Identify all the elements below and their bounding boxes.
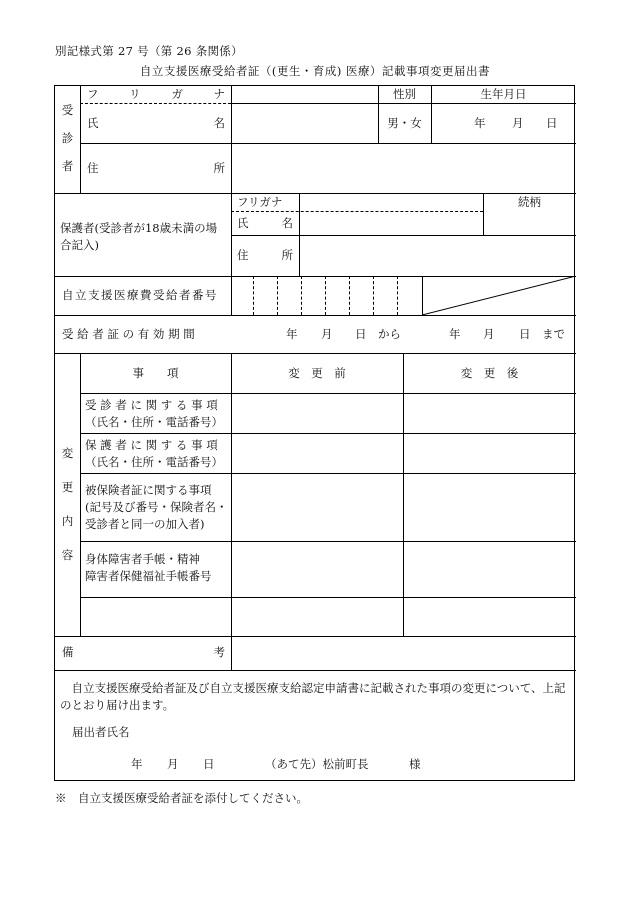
change-row-handbook: 身体障害者手帳・精神 障害者保健福祉手帳番号 <box>85 552 212 583</box>
submit-month-label: 月 <box>167 757 179 771</box>
change-row-guardian: 保 護 者 に 関 す る 事 項 （氏名・住所・電話番号） <box>85 438 223 469</box>
validity-from-month: 月 <box>321 327 333 341</box>
line <box>55 670 576 671</box>
birth-year-label: 年 <box>474 116 486 130</box>
validity-from-day: 日 <box>355 327 367 341</box>
recipient-number-field[interactable] <box>232 277 421 314</box>
birth-day-label: 日 <box>546 116 558 130</box>
patient-name-field[interactable] <box>232 104 377 142</box>
changes-section-label: 変 更 内 容 <box>61 446 74 562</box>
guardian-relation-label: 続柄 <box>518 195 541 209</box>
declaration-text: 自立支援医療受給者証及び自立支援医療支給認定申請書に記載された事項の変更について、上記のとおり届け出ます。 <box>60 681 566 712</box>
footnote: ※ 自立支援医療受給者証を添付してください。 <box>55 791 308 805</box>
line <box>80 86 81 193</box>
guardian-name-label: 氏 名 <box>237 216 293 230</box>
line <box>80 353 81 636</box>
validity-to-year: 年 <box>449 327 461 341</box>
diagonal-strike <box>422 276 576 315</box>
submitter-label: 届出者氏名 <box>72 725 130 739</box>
validity-from-year: 年 <box>286 327 298 341</box>
line <box>55 315 576 316</box>
gender-options[interactable]: 男・女 <box>387 116 422 130</box>
birth-date-header: 生年月日 <box>480 87 527 101</box>
addressee: （あて先）松前町長 <box>265 757 369 771</box>
remarks-field[interactable] <box>232 637 575 669</box>
remarks-label: 備 考 <box>62 645 225 659</box>
col-before-header: 変 更 前 <box>288 366 346 380</box>
patient-address-label: 住 所 <box>87 161 225 175</box>
validity-label: 受 給 者 証 の 有 効 期 間 <box>62 327 195 341</box>
guardian-label: 保護者(受診者が18歳未満の場合記入) <box>60 221 218 252</box>
validity-to-month: 月 <box>483 327 495 341</box>
guardian-name-field[interactable] <box>300 213 482 234</box>
guardian-furigana-label: フリガナ <box>237 195 283 209</box>
patient-section-label: 受 診 者 <box>61 103 74 173</box>
line <box>80 103 231 104</box>
guardian-address-label: 住 所 <box>237 248 293 262</box>
validity-from-suffix: から <box>378 327 401 341</box>
submit-year-label: 年 <box>131 757 143 771</box>
validity-to-suffix: まで <box>542 327 565 341</box>
change-after-field[interactable] <box>404 394 575 635</box>
form-reference: 別記様式第 27 号（第 26 条関係） <box>55 44 243 58</box>
col-item-header: 事 項 <box>132 366 179 380</box>
guardian-relation-field[interactable] <box>484 213 575 234</box>
honorific: 様 <box>409 757 421 771</box>
line <box>231 211 483 212</box>
guardian-address-field[interactable] <box>300 236 575 275</box>
validity-to-day: 日 <box>519 327 531 341</box>
patient-name-label: 氏 名 <box>87 116 225 130</box>
change-before-field[interactable] <box>232 394 402 635</box>
gender-header: 性別 <box>393 87 416 101</box>
line <box>55 353 576 354</box>
recipient-number-label: 自立支援医療費受給者番号 <box>62 288 218 302</box>
form-title: 自立支援医療受給者証（(更生・育成) 医療）記載事項変更届出書 <box>139 64 491 78</box>
birth-month-label: 月 <box>512 116 524 130</box>
form-sheet <box>54 85 575 781</box>
patient-address-field[interactable] <box>232 144 575 192</box>
submit-day-label: 日 <box>203 757 215 771</box>
patient-furigana-field[interactable] <box>232 87 377 102</box>
submitter-name-field[interactable] <box>145 722 445 740</box>
change-row-patient: 受 診 者 に 関 す る 事 項 （氏名・住所・電話番号） <box>85 398 223 429</box>
patient-furigana-label: フ リ ガ ナ <box>87 87 225 101</box>
guardian-furigana-field[interactable] <box>300 194 482 210</box>
change-row-insurance: 被保険者証に関する事項 (記号及び番号・保険者名・ 受診者と同一の加入者) <box>85 483 228 531</box>
col-after-header: 変 更 後 <box>460 366 519 380</box>
